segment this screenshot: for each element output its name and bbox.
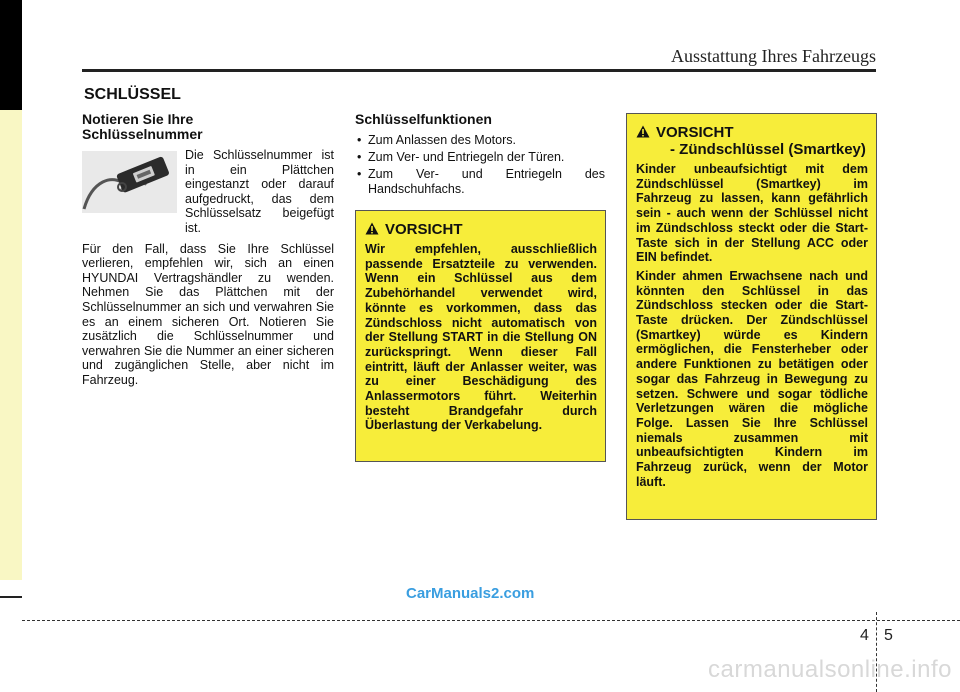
key-tag-image [82,151,177,213]
section-title: SCHLÜSSEL [84,86,181,103]
key-number-block [82,148,334,236]
middle-column [355,112,605,199]
chapter-tab-yellow [0,110,22,580]
site-watermark: carmanualsonline.info [708,656,952,683]
list-item: • Zum Ver- und Entriegeln des Handschuhfachs. [355,167,605,197]
warning-triangle-icon [365,222,379,235]
left-column [82,112,334,388]
caution-body-2: Kinder ahmen Erwachsene nach und könnten den Schlüssel in das Zündschloss stecken oder die Start-Taste drücken. Der Zündschlüssel (Smartkey) würde es Kindern ermöglichen, die Fensterheber oder andere Funktionen zu betätigen oder sogar das Fahrzeug in Bewegung zu setzen. Schwere und sogar tödliche Verletzungen wären die mögliche Folge. Lassen Sie Ihre Schlüssel niemals zusammen mit unbeaufsichtigten Kindern im Fahrzeug zurück, wenn der Motor läuft. [636,268,868,489]
page-number: 5 [884,627,893,644]
list-item: • Zum Ver- und Entriegeln der Türen. [355,150,605,165]
key-functions-list [355,133,605,197]
side-divider [0,596,22,598]
caution-title: VORSICHT [385,221,463,238]
header-rule [82,69,876,72]
chapter-number: 4 [860,627,869,644]
caution-body-1: Kinder unbeaufsichtigt mit dem Zündschlüssel (Smartkey) im Fahrzeug zu lassen, kann gefährlich sein - auch wenn der Schlüssel nicht im Zündschloss steckt oder die Start-Taste sich in der Stellung ACC oder EIN befindet. [636,162,868,265]
caution-header [636,124,868,158]
chapter-tab-black [0,0,22,110]
caution-title-group [656,124,866,158]
caution-body: Wir empfehlen, ausschließlich passende Ersatzteile zu verwenden. Wenn ein Schlüssel aus dem Zubehörhandel verwendet wird, könnte es vorkommen, dass das Zündschloss nicht automatisch von der Stellung START in die Stellung ON zurückspringt. Wenn dieser Fall eintritt, läuft der Anlasser weiter, was zu einer Beschädigung des Anlassermotors führt. Weiterhin besteht Brandgefahr durch Überlastung der Verkabelung. [365,242,597,433]
caution-box-replacement-key [355,210,606,462]
list-item: • Zum Anlassen des Motors. [355,133,605,148]
brand-watermark[interactable]: CarManuals2.com [406,585,535,602]
page-header-title: Ausstattung Ihres Fahrzeugs [671,46,876,66]
key-number-heading: Notieren Sie Ihre Schlüsselnummer [82,111,203,142]
caution-subtitle: - Zündschlüssel (Smartkey) [670,141,866,158]
footer-dashed-rule [22,620,960,621]
caution-title: VORSICHT [656,124,734,141]
key-functions-heading: Schlüsselfunktionen [355,111,492,127]
key-loss-paragraph: Für den Fall, dass Sie Ihre Schlüssel verlieren, empfehlen wir, sich an einen HYUNDAI Vertragshändler zu wenden. Nehmen Sie das Plättchen mit der Schlüsselnummer an sich und verwahren Sie es an einem sicheren Ort. Notieren Sie zusätzlich die Schlüsselnummer und verwahren Sie die Nummer an einer sicheren und zugänglichen Stelle, aber nicht im Fahrzeug. [82,241,334,387]
key-number-caption: Die Schlüsselnummer ist in ein Plättchen eingestanzt oder darauf aufgedruckt, das dem Schlüsselsatz beigefügt ist. [185,148,334,235]
caution-box-smartkey [626,113,877,520]
warning-triangle-icon [636,125,650,138]
caution-header [365,221,597,238]
